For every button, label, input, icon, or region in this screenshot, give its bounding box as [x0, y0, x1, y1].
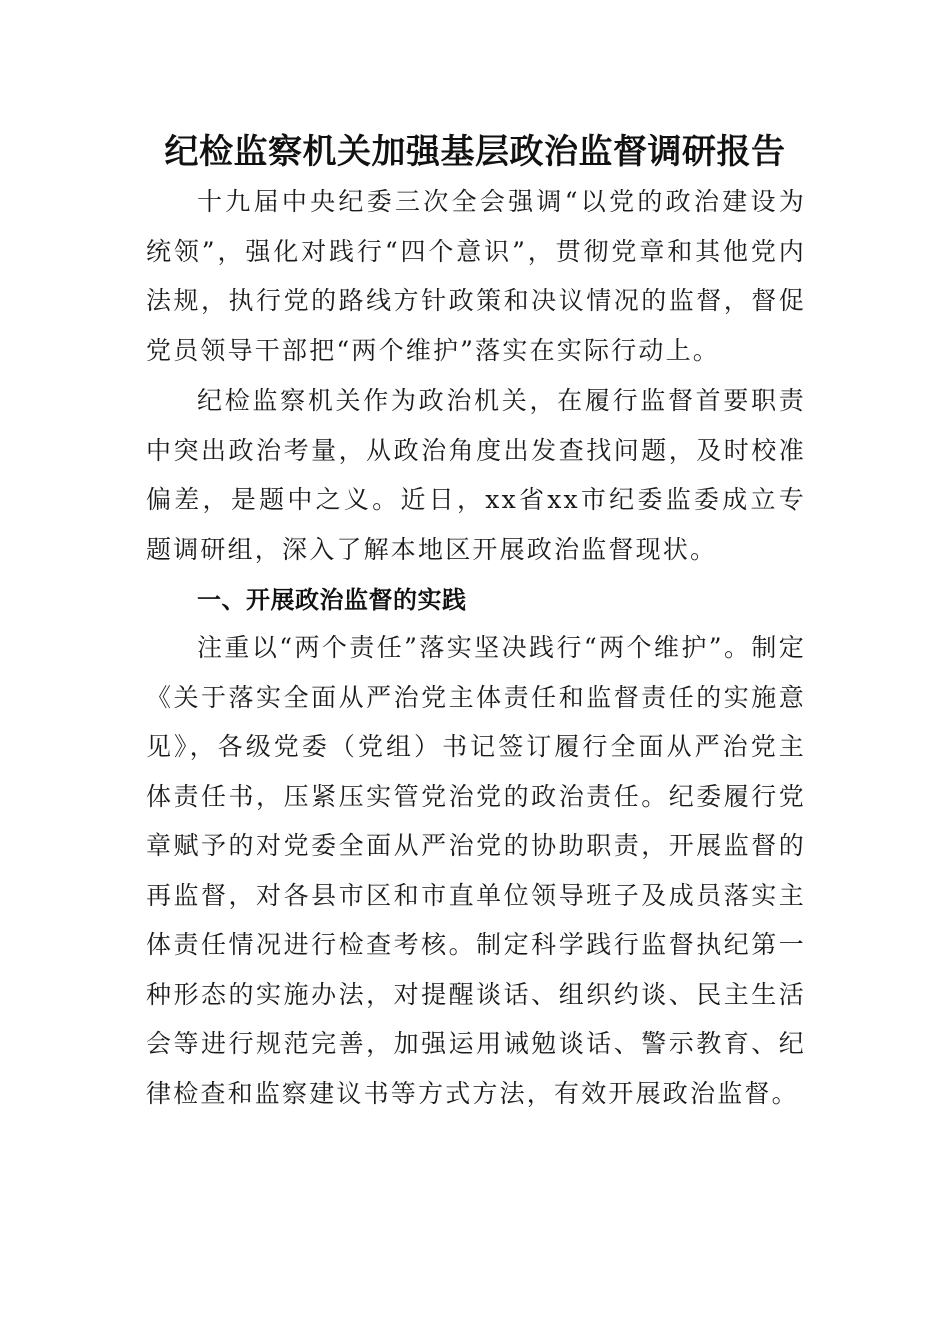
paragraph-context: 纪检监察机关作为政治机关，在履行监督首要职责中突出政治考量，从政治角度出发查找问题，及时校准偏差，是题中之义。近日，xx省xx市纪委监委成立专题调研组，深入了解本地区开展政治监督现状。 [146, 386, 806, 564]
paragraph-practice: 注重以“两个责任”落实坚决践行“两个维护”。制定《关于落实全面从严治党主体责任和监督责任的实施意见》，各级党委（党组）书记签订履行全面从严治党主体责任书，压紧压实管党治党的政治责任。纪委履行党章赋予的对党委全面从严治党的协助职责，开展监督的再监督，对各县市区和市直单位领导班子及成员落实主体责任情况进行检查考核。制定科学践行监督执纪第一种形态的实施办法，对提醒谈话、组织约谈、民主生活会等进行规范完善，加强运用诫勉谈话、警示教育、纪律检查和监察建议书等方式方法，有效开展政治监督。 [146, 633, 806, 1108]
document-title: 纪检监察机关加强基层政治监督调研报告 [164, 132, 786, 172]
paragraph-intro: 十九届中央纪委三次全会强调“以党的政治建设为统领”，强化对践行“四个意识”，贯彻党章和其他党内法规，执行党的路线方针政策和决议情况的监督，督促党员领导干部把“两个维护”落实在实际行动上。 [146, 187, 806, 365]
section-heading: 一、开展政治监督的实践 [197, 586, 467, 614]
